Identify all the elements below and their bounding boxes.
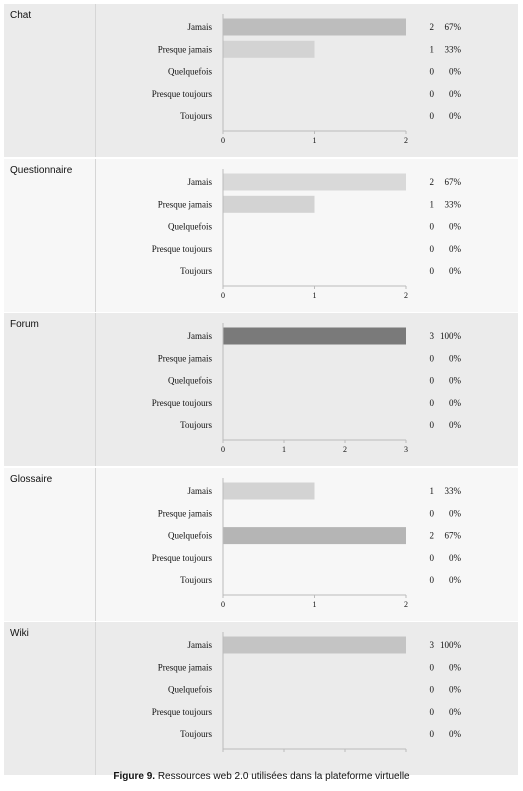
percent-label: 0% (449, 552, 461, 563)
category-label: Jamais (187, 331, 212, 341)
x-tick-label: 2 (404, 291, 408, 300)
category-label: Presque toujours (151, 397, 212, 408)
figure-caption-text: Ressources web 2.0 utilisées dans la plateforme virtuelle (157, 771, 410, 782)
percent-label: 0% (449, 221, 461, 232)
count-label: 2 (429, 530, 434, 541)
category-label: Quelquefois (168, 375, 212, 386)
x-tick-label: 2 (404, 600, 408, 609)
chart-title: Questionnaire (10, 165, 73, 176)
x-tick-label: 0 (221, 291, 225, 300)
bar (223, 19, 406, 36)
bar (223, 41, 315, 58)
count-label: 0 (429, 397, 434, 408)
figure-caption (0, 771, 523, 782)
count-label: 0 (429, 111, 434, 122)
percent-label: 0% (449, 662, 461, 673)
percent-label: 0% (449, 375, 461, 386)
percent-label: 0% (449, 575, 461, 586)
count-label: 0 (429, 684, 434, 695)
count-label: 0 (429, 243, 434, 254)
percent-label: 33% (444, 44, 461, 55)
category-label: Toujours (180, 111, 212, 122)
chart-title: Forum (10, 319, 39, 330)
percent-label: 0% (449, 684, 461, 695)
bar-chart-questionnaire (4, 159, 518, 312)
category-label: Presque jamais (157, 44, 212, 55)
count-label: 2 (429, 177, 434, 187)
count-label: 0 (429, 552, 434, 563)
category-label: Presque toujours (151, 706, 212, 717)
percent-label: 0% (449, 88, 461, 99)
count-label: 0 (429, 375, 434, 386)
count-label: 0 (429, 729, 434, 740)
x-tick-label: 0 (221, 600, 225, 609)
bar (223, 483, 315, 500)
count-label: 2 (429, 22, 434, 32)
category-label: Toujours (180, 575, 212, 586)
bar (223, 196, 315, 213)
percent-label: 100% (440, 331, 461, 341)
chart-title: Wiki (10, 628, 29, 639)
figure-caption-label: Figure 9. (113, 771, 156, 782)
percent-label: 0% (449, 66, 461, 77)
count-label: 0 (429, 706, 434, 717)
chart-panel-forum (4, 313, 518, 466)
category-label: Presque toujours (151, 552, 212, 563)
chart-title: Glossaire (10, 474, 53, 485)
bar (223, 328, 406, 345)
count-label: 1 (429, 199, 434, 210)
count-label: 0 (429, 66, 434, 77)
count-label: 0 (429, 420, 434, 431)
x-tick-label: 2 (343, 445, 347, 454)
count-label: 0 (429, 662, 434, 673)
percent-label: 0% (449, 266, 461, 277)
count-label: 0 (429, 508, 434, 519)
percent-label: 67% (444, 22, 461, 32)
category-label: Presque jamais (157, 662, 212, 673)
chart-panel-questionnaire (4, 159, 518, 312)
category-label: Presque toujours (151, 88, 212, 99)
count-label: 1 (429, 486, 434, 496)
category-label: Jamais (187, 640, 212, 650)
x-tick-label: 3 (404, 445, 408, 454)
x-tick-label: 1 (312, 291, 317, 300)
percent-label: 0% (449, 353, 461, 364)
percent-label: 100% (440, 640, 461, 650)
percent-label: 0% (449, 397, 461, 408)
percent-label: 0% (449, 420, 461, 431)
bar-chart-glossaire (4, 468, 518, 621)
category-label: Toujours (180, 266, 212, 277)
chart-title: Chat (10, 10, 32, 21)
count-label: 0 (429, 353, 434, 364)
count-label: 0 (429, 266, 434, 277)
count-label: 0 (429, 88, 434, 99)
x-tick-label: 1 (282, 445, 286, 454)
count-label: 1 (429, 44, 434, 55)
percent-label: 33% (444, 486, 461, 496)
category-label: Quelquefois (168, 684, 212, 695)
bar (223, 527, 406, 544)
category-label: Quelquefois (168, 530, 212, 541)
chart-panel-glossaire (4, 468, 518, 621)
count-label: 0 (429, 221, 434, 232)
count-label: 0 (429, 575, 434, 586)
chart-panel-wiki (4, 622, 518, 775)
category-label: Presque jamais (157, 353, 212, 364)
bar-chart-forum (4, 313, 518, 466)
category-label: Presque jamais (157, 199, 212, 210)
percent-label: 33% (444, 199, 461, 210)
bar-chart-wiki (4, 622, 518, 775)
bar (223, 637, 406, 654)
x-tick-label: 1 (312, 136, 317, 145)
x-tick-label: 0 (221, 136, 225, 145)
category-label: Presque toujours (151, 243, 212, 254)
category-label: Jamais (187, 177, 212, 187)
percent-label: 0% (449, 508, 461, 519)
category-label: Presque jamais (157, 508, 212, 519)
percent-label: 67% (444, 530, 461, 541)
bar (223, 174, 406, 191)
count-label: 3 (429, 640, 434, 650)
x-tick-label: 0 (221, 445, 225, 454)
category-label: Jamais (187, 486, 212, 496)
category-label: Quelquefois (168, 221, 212, 232)
percent-label: 0% (449, 729, 461, 740)
category-label: Toujours (180, 729, 212, 740)
category-label: Toujours (180, 420, 212, 431)
category-label: Quelquefois (168, 66, 212, 77)
category-label: Jamais (187, 22, 212, 32)
chart-panel-chat (4, 4, 518, 157)
x-tick-label: 2 (404, 136, 408, 145)
percent-label: 0% (449, 243, 461, 254)
percent-label: 67% (444, 177, 461, 187)
x-tick-label: 1 (312, 600, 317, 609)
bar-chart-chat (4, 4, 518, 157)
percent-label: 0% (449, 706, 461, 717)
percent-label: 0% (449, 111, 461, 122)
count-label: 3 (429, 331, 434, 341)
